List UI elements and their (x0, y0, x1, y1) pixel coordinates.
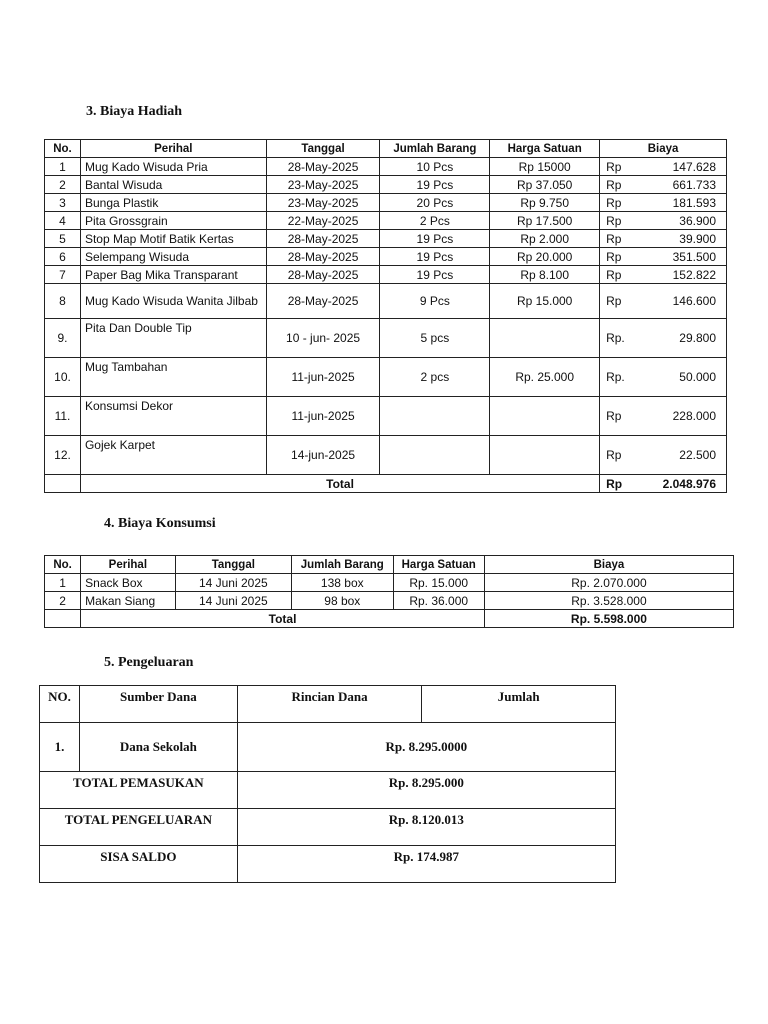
table-row (45, 194, 727, 212)
col-header-biaya: Biaya (484, 556, 733, 574)
row-currency: Rp (606, 267, 622, 282)
row-currency: Rp (606, 195, 622, 210)
row-biaya (600, 436, 727, 475)
row-biaya: Rp. 2.070.000 (484, 574, 733, 592)
row-tanggal: 28-May-2025 (266, 248, 380, 266)
row-sumber-dana: Dana Sekolah (79, 723, 237, 772)
col-header-jumlah: Jumlah Barang (292, 556, 393, 574)
row-currency: Rp (606, 159, 622, 174)
row-jumlah: 9 Pcs (380, 284, 490, 319)
col-header-biaya: Biaya (600, 140, 727, 158)
table-header-row (40, 686, 616, 723)
table-row (45, 248, 727, 266)
table-row (45, 230, 727, 248)
col-header-jumlah: Jumlah (422, 686, 616, 723)
row-harga: Rp 37.050 (490, 176, 600, 194)
row-biaya-value: 181.593 (672, 195, 716, 210)
row-harga: Rp. 36.000 (393, 592, 484, 610)
row-biaya-value: 39.900 (679, 231, 716, 246)
row-harga: Rp 17.500 (490, 212, 600, 230)
row-tanggal: 23-May-2025 (266, 194, 380, 212)
row-currency: Rp (606, 409, 622, 423)
table-header-row (45, 140, 727, 158)
row-jumlah: 2 Pcs (380, 212, 490, 230)
row-no: 6 (45, 248, 81, 266)
summary-value: Rp. 8.295.000 (237, 772, 615, 809)
col-header-jumlah: Jumlah Barang (380, 140, 490, 158)
col-header-tanggal: Tanggal (266, 140, 380, 158)
table-row (45, 158, 727, 176)
row-perihal: Mug Kado Wisuda Pria (80, 158, 266, 176)
row-biaya: Rp. 3.528.000 (484, 592, 733, 610)
row-tanggal: 11-jun-2025 (266, 397, 380, 436)
row-jumlah: 10 Pcs (380, 158, 490, 176)
row-no: 3 (45, 194, 81, 212)
col-header-harga: Harga Satuan (490, 140, 600, 158)
row-no: 12. (45, 436, 81, 475)
table-row (45, 574, 734, 592)
total-row (45, 475, 727, 493)
row-biaya-value: 22.500 (679, 448, 716, 462)
row-harga: Rp 9.750 (490, 194, 600, 212)
row-currency: Rp. (606, 370, 625, 384)
row-biaya-value: 50.000 (679, 370, 716, 384)
summary-value: Rp. 174.987 (237, 846, 615, 883)
col-header-no: NO. (40, 686, 80, 723)
row-currency: Rp (606, 448, 622, 462)
row-no: 1. (40, 723, 80, 772)
row-no: 5 (45, 230, 81, 248)
row-perihal: Mug Kado Wisuda Wanita Jilbab (80, 284, 266, 319)
table-row (45, 176, 727, 194)
row-value: Rp. 8.295.0000 (237, 723, 615, 772)
summary-label: TOTAL PEMASUKAN (40, 772, 238, 809)
row-biaya (600, 194, 727, 212)
row-harga: Rp. 15.000 (393, 574, 484, 592)
row-no: 7 (45, 266, 81, 284)
row-no: 9. (45, 319, 81, 358)
row-currency: Rp (606, 177, 622, 192)
biaya-konsumsi-table (44, 555, 734, 628)
row-tanggal: 14-jun-2025 (266, 436, 380, 475)
summary-label: TOTAL PENGELUARAN (40, 809, 238, 846)
table-row (45, 436, 727, 475)
total-value: 2.048.976 (662, 476, 716, 491)
row-biaya-value: 351.500 (672, 249, 716, 264)
row-tanggal: 14 Juni 2025 (175, 592, 292, 610)
row-currency: Rp (606, 249, 622, 264)
row-biaya-value: 36.900 (679, 213, 716, 228)
section4-heading: 4. Biaya Konsumsi (104, 516, 216, 531)
row-harga: Rp. 25.000 (490, 358, 600, 397)
biaya-hadiah-table (44, 139, 727, 493)
table-row (40, 723, 616, 772)
row-no: 10. (45, 358, 81, 397)
table-row (45, 284, 727, 319)
row-biaya-value: 147.628 (672, 159, 716, 174)
row-biaya (600, 358, 727, 397)
row-jumlah: 20 Pcs (380, 194, 490, 212)
row-jumlah: 19 Pcs (380, 176, 490, 194)
row-biaya-value: 661.733 (672, 177, 716, 192)
row-biaya-value: 29.800 (679, 331, 716, 345)
row-currency: Rp (606, 231, 622, 246)
total-label: Total (81, 610, 485, 628)
row-biaya (600, 284, 727, 319)
total-row (45, 610, 734, 628)
row-tanggal: 23-May-2025 (266, 176, 380, 194)
row-perihal: Mug Tambahan (80, 358, 266, 397)
row-tanggal: 28-May-2025 (266, 284, 380, 319)
row-biaya-value: 152.822 (672, 267, 716, 282)
row-harga: Rp 8.100 (490, 266, 600, 284)
col-header-harga: Harga Satuan (393, 556, 484, 574)
row-biaya (600, 266, 727, 284)
row-tanggal: 28-May-2025 (266, 158, 380, 176)
total-label: Total (80, 475, 599, 493)
row-jumlah (380, 436, 490, 475)
row-tanggal: 14 Juni 2025 (175, 574, 292, 592)
table-row (45, 212, 727, 230)
row-jumlah: 19 Pcs (380, 230, 490, 248)
row-perihal: Stop Map Motif Batik Kertas (80, 230, 266, 248)
table-row (45, 358, 727, 397)
row-biaya (600, 397, 727, 436)
row-perihal: Bunga Plastik (80, 194, 266, 212)
row-no: 4 (45, 212, 81, 230)
row-no: 8 (45, 284, 81, 319)
col-header-rincian-dana: Rincian Dana (237, 686, 422, 723)
row-biaya (600, 176, 727, 194)
row-perihal: Bantal Wisuda (80, 176, 266, 194)
row-biaya-value: 146.600 (672, 294, 716, 308)
col-header-sumber-dana: Sumber Dana (79, 686, 237, 723)
row-currency: Rp (606, 213, 622, 228)
row-biaya (600, 212, 727, 230)
row-harga (490, 436, 600, 475)
row-tanggal: 11-jun-2025 (266, 358, 380, 397)
row-no: 1 (45, 574, 81, 592)
pengeluaran-table (39, 685, 616, 883)
summary-row-pemasukan (40, 772, 616, 809)
row-jumlah: 5 pcs (380, 319, 490, 358)
row-biaya (600, 158, 727, 176)
col-header-perihal: Perihal (80, 140, 266, 158)
row-biaya (600, 248, 727, 266)
row-no: 2 (45, 592, 81, 610)
row-perihal: Konsumsi Dekor (80, 397, 266, 436)
col-header-no: No. (45, 556, 81, 574)
row-harga: Rp 15000 (490, 158, 600, 176)
row-perihal: Snack Box (81, 574, 175, 592)
row-tanggal: 28-May-2025 (266, 266, 380, 284)
row-perihal: Gojek Karpet (80, 436, 266, 475)
row-jumlah (380, 397, 490, 436)
total-value: Rp. 5.598.000 (484, 610, 733, 628)
row-jumlah: 19 Pcs (380, 248, 490, 266)
row-perihal: Makan Siang (81, 592, 175, 610)
table-row (45, 319, 727, 358)
row-no: 1 (45, 158, 81, 176)
row-tanggal: 28-May-2025 (266, 230, 380, 248)
summary-label: SISA SALDO (40, 846, 238, 883)
col-header-tanggal: Tanggal (175, 556, 292, 574)
row-no: 11. (45, 397, 81, 436)
row-jumlah: 19 Pcs (380, 266, 490, 284)
row-perihal: Selempang Wisuda (80, 248, 266, 266)
row-perihal: Pita Dan Double Tip (80, 319, 266, 358)
row-harga: Rp 20.000 (490, 248, 600, 266)
row-harga: Rp 2.000 (490, 230, 600, 248)
summary-row-pengeluaran (40, 809, 616, 846)
total-currency: Rp (606, 476, 623, 491)
row-biaya-value: 228.000 (672, 409, 716, 423)
row-harga (490, 319, 600, 358)
section3-heading: 3. Biaya Hadiah (86, 104, 183, 119)
row-biaya (600, 319, 727, 358)
table-header-row (45, 556, 734, 574)
row-jumlah: 2 pcs (380, 358, 490, 397)
row-jumlah: 98 box (292, 592, 393, 610)
row-perihal: Paper Bag Mika Transparant (80, 266, 266, 284)
row-currency: Rp (606, 294, 622, 308)
row-currency: Rp. (606, 331, 625, 345)
row-tanggal: 22-May-2025 (266, 212, 380, 230)
section5-heading: 5. Pengeluaran (104, 655, 194, 670)
row-biaya (600, 230, 727, 248)
col-header-perihal: Perihal (81, 556, 175, 574)
row-tanggal: 10 - jun- 2025 (266, 319, 380, 358)
summary-row-saldo (40, 846, 616, 883)
col-header-no: No. (45, 140, 81, 158)
table-row (45, 397, 727, 436)
summary-value: Rp. 8.120.013 (237, 809, 615, 846)
row-jumlah: 138 box (292, 574, 393, 592)
row-perihal: Pita Grossgrain (80, 212, 266, 230)
table-row (45, 592, 734, 610)
row-no: 2 (45, 176, 81, 194)
table-row (45, 266, 727, 284)
row-harga (490, 397, 600, 436)
row-harga: Rp 15.000 (490, 284, 600, 319)
